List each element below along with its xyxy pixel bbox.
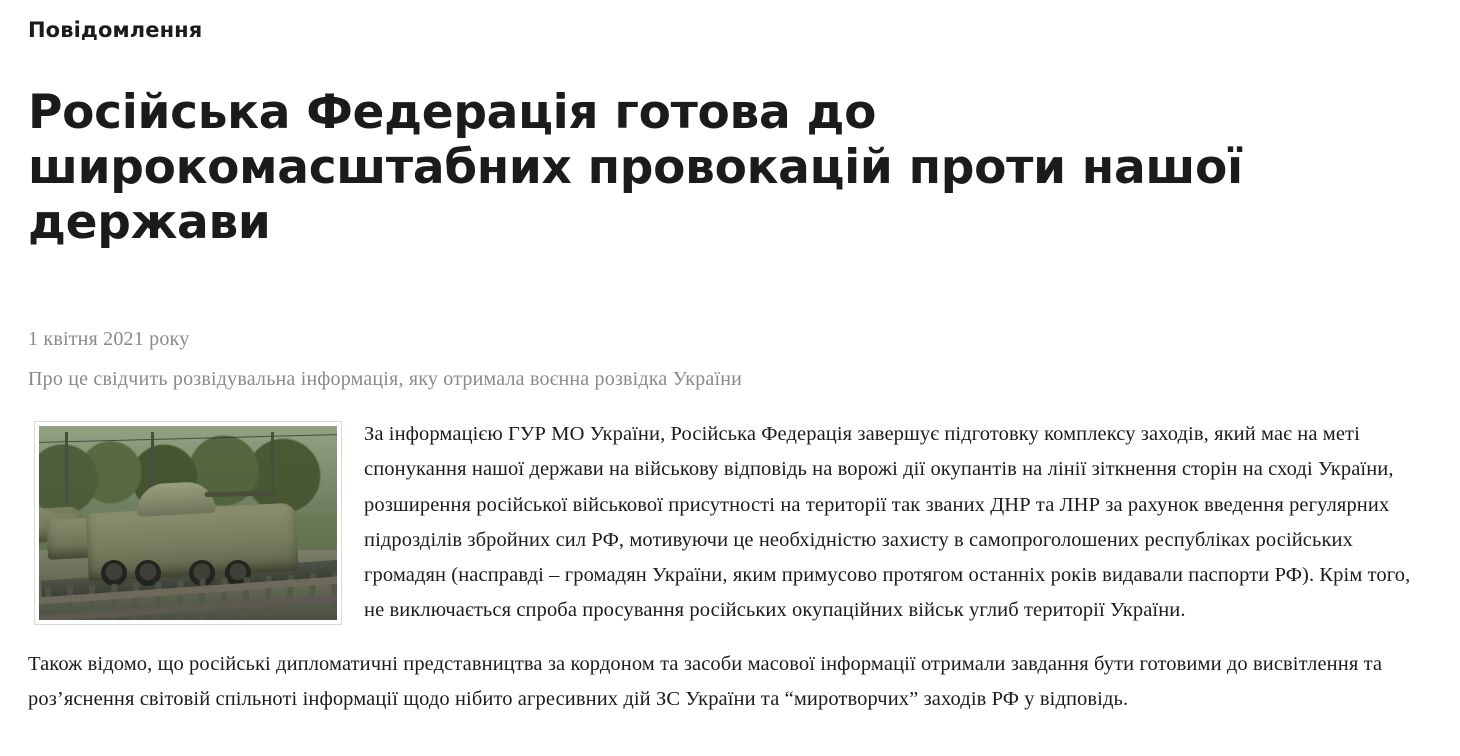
photo-vehicle-wheel [101,560,127,586]
article-body [28,417,1432,735]
photo-catenary-pole [65,432,68,504]
page-title: Російська Федерація готова до широкомасштабних провокацій проти нашої держави [28,85,1243,251]
publish-date: 1 квітня 2021 року [28,328,190,351]
paragraph: Також відомо, що російські дипломатичні представництва за кордоном та засоби масової інформації отримали завдання бути готовими до висвітлення та роз’яснення світовій спільноті інформації щодо нібито агресивних дій ЗС України та “миротворчих” заходів РФ у відповідь. [28,652,1383,710]
article-standfirst: Про це свідчить розвідувальна інформація, яку отримала воєнна розвідка України [28,368,743,391]
article-figure [34,421,342,625]
paragraph: За інформацією ГУР МО України, Російська Федерація завершує підготовку комплексу заходів, який має на меті спонукання нашої держави на військову відповідь на ворожі дії окупантів на лінії зіткнення сторін на сході України, розширення російської військової присутності на території так званих ДНР та ЛНР за рахунок введення регулярних підрозділів збройних сил РФ, мотивуючи це необхідністю захисту в самопроголошених республіках російських громадян (насправді – громадян України, яким примусово протягом останніх років видавали паспорти РФ). Крім того, не виключається спроба просування російських окупаційних військ углиб території України. [364,423,1411,622]
article-kicker: Повідомлення [28,18,203,42]
article-photo [39,426,337,620]
